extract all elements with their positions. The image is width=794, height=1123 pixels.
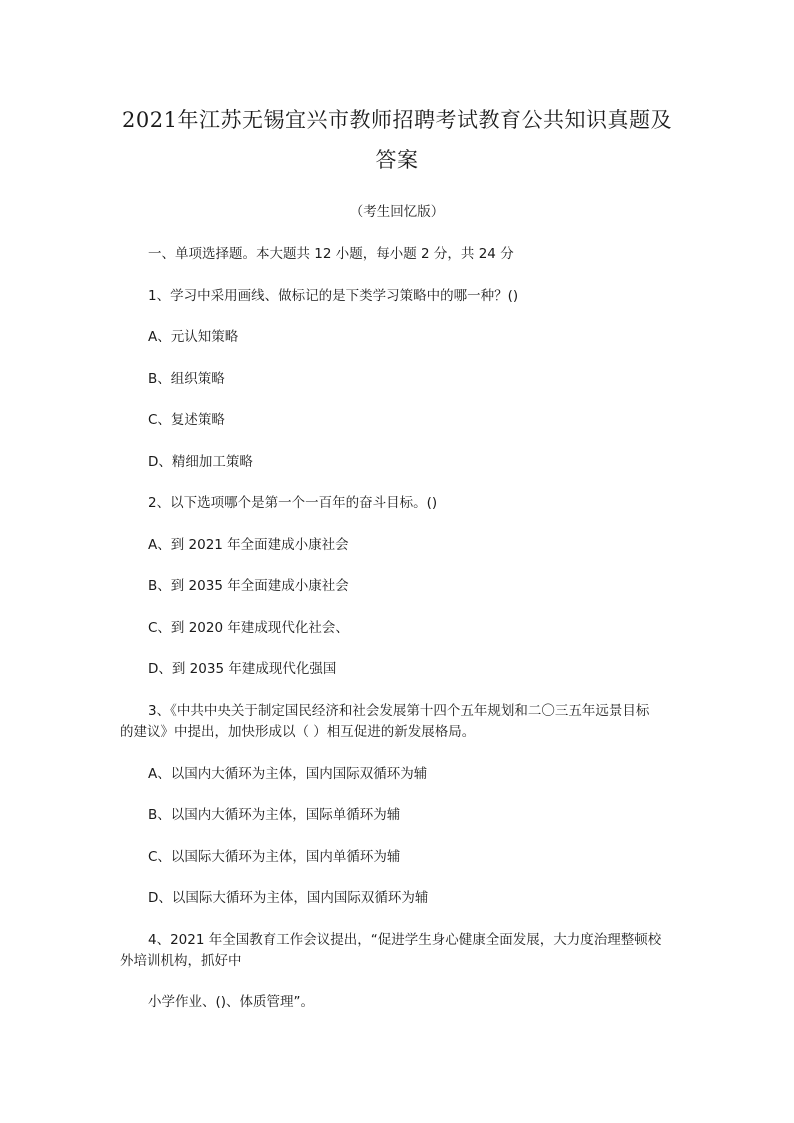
question-1-option-a: A、元认知策略: [148, 329, 239, 345]
question-2-option-b: B、到 2035 年全面建成小康社会: [148, 578, 349, 594]
question-1-option-b: B、组织策略: [148, 371, 225, 387]
question-1-option-c: C、复述策略: [148, 412, 225, 428]
question-3-option-d: D、以国际大循环为主体，国内国际双循环为辅: [148, 890, 429, 906]
question-4-stem-line-2: 外培训机构，抓好中: [120, 953, 242, 969]
question-3-option-c: C、以国际大循环为主体，国内单循环为辅: [148, 849, 401, 865]
section-heading: 一、单项选择题。本大题共 12 小题，每小题 2 分，共 24 分: [148, 246, 514, 262]
question-3-stem-line-2: 的建议》中提出，加快形成以（ ）相互促进的新发展格局。: [120, 724, 476, 740]
question-4-stem-line-1: 4、2021 年全国教育工作会议提出，“促进学生身心健康全面发展，大力度治理整顿校: [148, 932, 662, 948]
document-subtitle: （考生回忆版）: [349, 204, 445, 220]
document-title-line-1: 2021年江苏无锡宜兴市教师招聘考试教育公共知识真题及: [122, 108, 672, 132]
question-3-option-a: A、以国内大循环为主体，国内国际双循环为辅: [148, 766, 428, 782]
question-2-option-a: A、到 2021 年全面建成小康社会: [148, 537, 349, 553]
question-3-option-b: B、以国内大循环为主体，国际单循环为辅: [148, 807, 401, 823]
question-2-option-d: D、到 2035 年建成现代化强国: [148, 661, 337, 677]
question-1-option-d: D、精细加工策略: [148, 454, 253, 470]
question-2-option-c: C、到 2020 年建成现代化社会、: [148, 620, 349, 636]
question-3-stem-line-1: 3、《中共中央关于制定国民经济和社会发展第十四个五年规划和二〇三五年远景目标: [148, 703, 650, 719]
question-4-stem-line-3: 小学作业、()、体质管理”。: [148, 994, 315, 1010]
question-1-stem: 1、学习中采用画线、做标记的是下类学习策略中的哪一种？(): [148, 288, 519, 304]
question-2-stem: 2、以下选项哪个是第一个一百年的奋斗目标。(): [148, 495, 438, 511]
document-title-line-2: 答案: [375, 148, 419, 172]
